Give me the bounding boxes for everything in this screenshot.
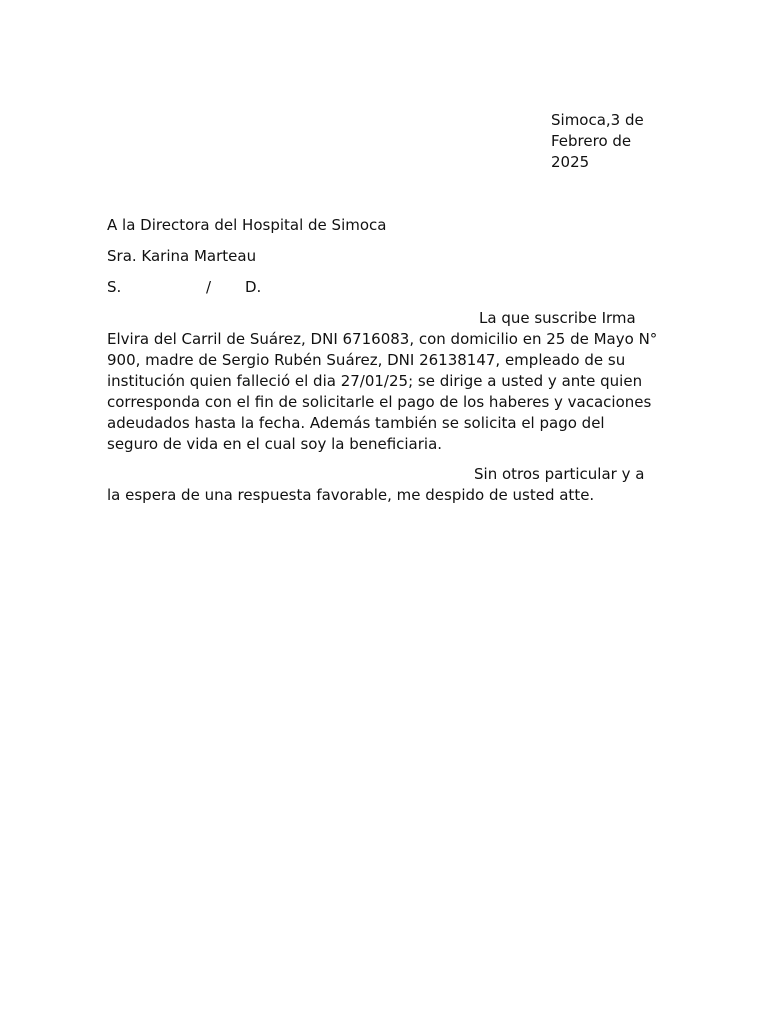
paragraph-line: seguro de vida en el cual soy la beneficiaria. [107, 435, 443, 453]
letter-recipient-name: Sra. Karina Marteau [107, 247, 257, 265]
paragraph-line: Sin otros particular y a [474, 465, 645, 483]
sd-d: D. [245, 278, 262, 296]
paragraph-line: Elvira del Carril de Suárez, DNI 6716083, con domicilio en 25 de Mayo N° [107, 330, 658, 348]
sd-s: S. [107, 278, 122, 296]
paragraph-line: 900, madre de Sergio Rubén Suárez, DNI 26138147, empleado de su [107, 351, 626, 369]
sd-slash: / [206, 278, 212, 296]
paragraph-line: corresponda con el fin de solicitarle el pago de los haberes y vacaciones [107, 393, 652, 411]
paragraph-line: institución quien falleció el dia 27/01/25; se dirige a usted y ante quien [107, 372, 643, 390]
paragraph-line: la espera de una respuesta favorable, me despido de usted atte. [107, 486, 595, 504]
date-line: Febrero de [551, 132, 632, 150]
letter-recipient: A la Directora del Hospital de Simoca [107, 216, 387, 234]
paragraph-line: adeudados hasta la fecha. Además también se solicita el pago del [107, 414, 605, 432]
paragraph-line: La que suscribe Irma [479, 309, 636, 327]
date-line: Simoca,3 de [551, 111, 644, 129]
date-line: 2025 [551, 153, 590, 171]
